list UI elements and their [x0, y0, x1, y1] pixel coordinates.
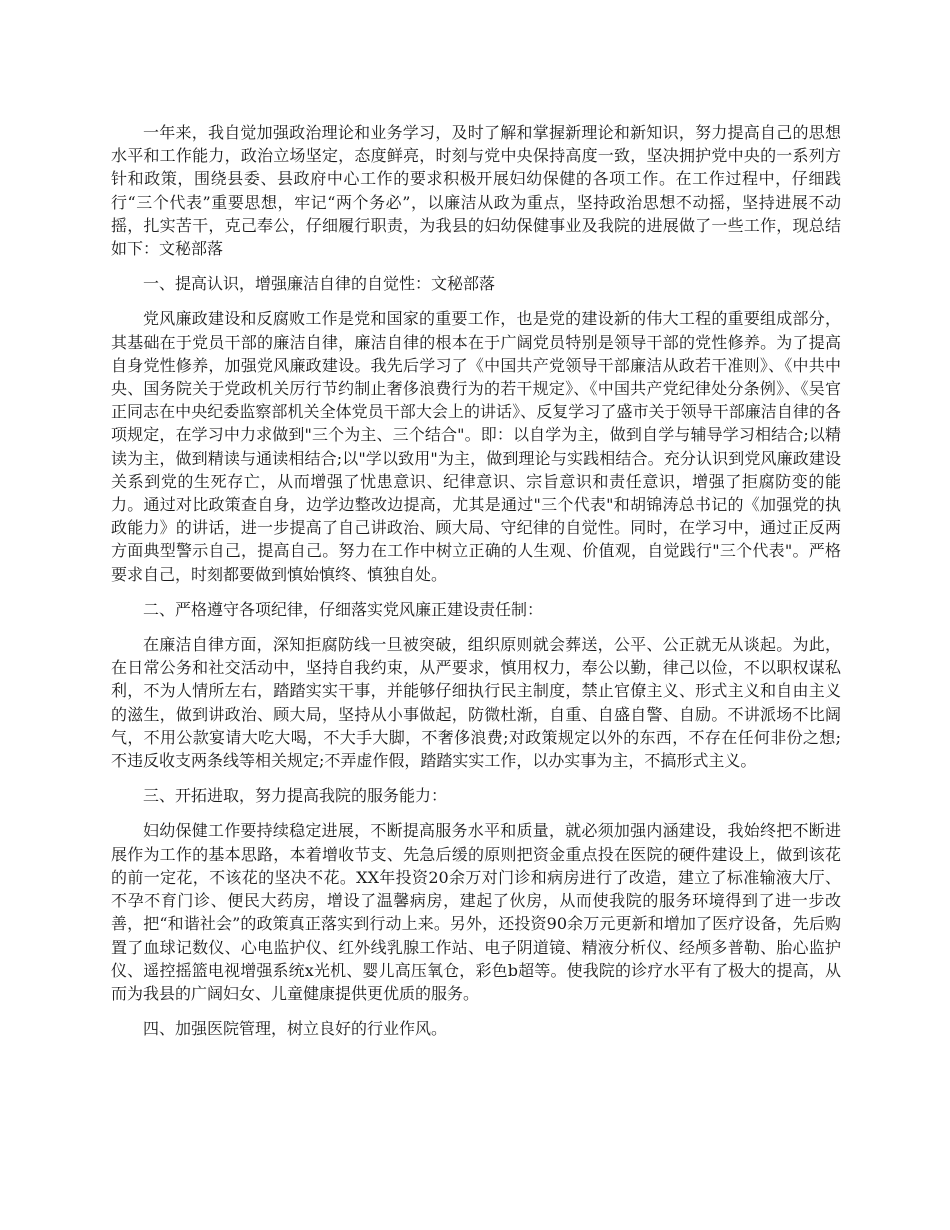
- section-heading-3: 三、开拓进取，努力提高我院的服务能力：: [143, 786, 448, 806]
- section-1-paragraph: 党风廉政建设和反腐败工作是党和国家的重要工作，也是党的建设新的伟大工程的重要组成部分，其基础在于党员干部的廉洁自律，廉洁自律的根本在于广阔党员特别是领导干部的党性修养。为了提高自身党性修养，加强党风廉政建设。我先后学习了《中国共产党领导干部廉洁从政若干准则》、《中共中央、国务院关于党政机关厉行节约制止奢侈浪费行为的若干规定》、《中国共产党纪律处分条例》、《吴官正同志在中央纪委监察部机关全体党员干部大会上的讲话》、反复学习了盛市关于领导干部廉洁自律的各项规定，在学习中力求做到"三个为主、三个结合"。即：以自学为主，做到自学与辅导学习相结合;以精读为主，做到精读与通读相结合;以"学以致用"为主，做到理论与实践相结合。充分认识到党风廉政建设关系到党的生死存亡，从而增强了忧患意识、纪律意识、宗旨意识和责任意识，增强了拒腐防变的能力。通过对比政策查自身，边学边整改边提高，尤其是通过"三个代表"和胡锦涛总书记的《加强党的执政能力》的讲话，进一步提高了自己讲政治、顾大局、守纪律的自觉性。同时，在学习中，通过正反两方面典型警示自己，提高自己。努力在工作中树立正确的人生观、价值观，自觉践行"三个代表"。严格要求自己，时刻都要做到慎始慎终、慎独自处。: [111, 309, 841, 584]
- intro-paragraph: 一年来，我自觉加强政治理论和业务学习，及时了解和掌握新理论和新知识，努力提高自己的思想水平和工作能力，政治立场坚定，态度鲜亮，时刻与党中央保持高度一致，坚决拥护党中央的一系列方针和政策，围绕县委、县政府中心工作的要求积极开展妇幼保健的各项工作。在工作过程中，仔细践行“三个代表”重要思想，牢记“两个务必”，以廉洁从政为重点，坚持政治思想不动摇，坚持进展不动摇，扎实苦干，克己奉公，仔细履行职责，为我县的妇幼保健事业及我院的进展做了一些工作，现总结如下：文秘部落: [111, 123, 841, 259]
- section-3-paragraph: 妇幼保健工作要持续稳定进展，不断提高服务水平和质量，就必须加强内涵建设，我始终把不断进展作为工作的基本思路，本着增收节支、先急后缓的原则把资金重点投在医院的硬件建设上，做到该花的前一定花，不该花的坚决不花。XX年投资20余万对门诊和病房进行了改造，建立了标准输液大厅、不孕不育门诊、便民大药房，增设了温馨病房，建起了伙房，从而使我院的服务环境得到了进一步改善，把“和谐社会”的政策真正落实到行动上来。另外，还投资90余万元更新和增加了医疗设备，先后购置了血球记数仪、心电监护仪、红外线乳腺工作站、电子阴道镜、精液分析仪、经颅多普勒、胎心监护仪、遥控摇篮电视增强系统x光机、婴儿高压氧仓，彩色b超等。使我院的诊疗水平有了极大的提高，从而为我县的广阔妇女、儿童健康提供更优质的服务。: [111, 821, 841, 1003]
- section-heading-4: 四、加强医院管理，树立良好的行业作风。: [143, 1019, 448, 1039]
- document-body: [111, 121, 841, 1052]
- section-2-paragraph: 在廉洁自律方面，深知拒腐防线一旦被突破，组织原则就会葬送，公平、公正就无从谈起。为此，在日常公务和社交活动中，坚持自我约束，从严要求，慎用权力，奉公以勤，律己以俭，不以职权谋私利，不为人情所左右，踏踏实实干事，并能够仔细执行民主制度，禁止官僚主义、形式主义和自由主义的滋生，做到讲政治、顾大局，坚持从小事做起，防微杜渐，自重、自盛自警、自励。不讲派场不比阔气，不用公款宴请大吃大喝，不大手大脚，不奢侈浪费;对政策规定以外的东西，不存在任何非份之想;不违反收支两条线等相关规定;不弄虚作假，踏踏实实工作，以办实事为主，不搞形式主义。: [111, 635, 841, 771]
- section-heading-1: 一、提高认识，增强廉洁自律的自觉性：文秘部落: [143, 274, 496, 294]
- section-heading-2: 二、严格遵守各项纪律，仔细落实党风廉正建设责任制：: [143, 599, 544, 619]
